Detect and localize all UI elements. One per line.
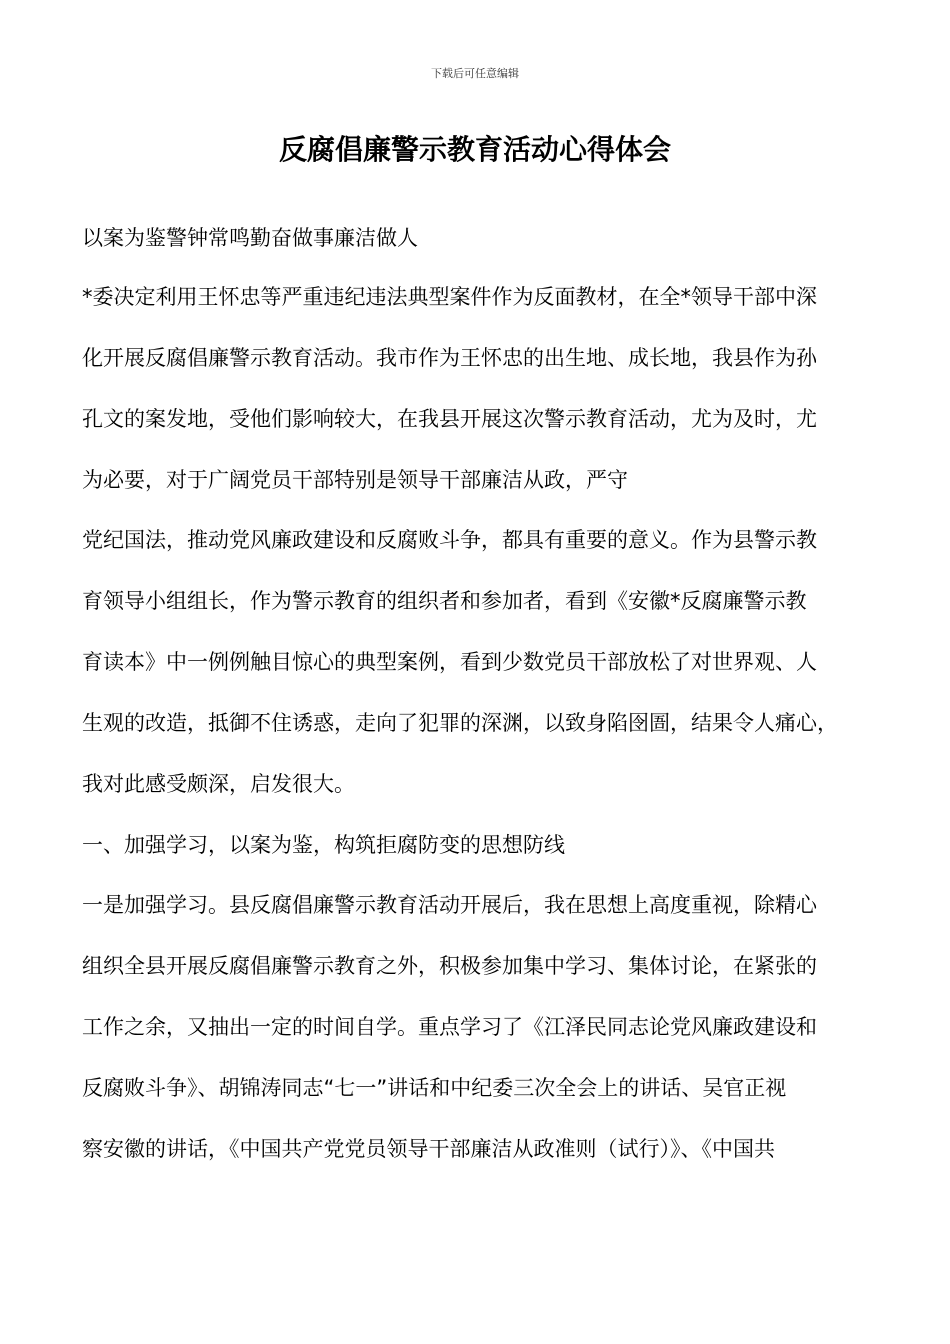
paragraph-line: 党纪国法，推动党风廉政建设和反腐败斗争，都具有重要的意义。作为县警示教 [82, 528, 817, 552]
paragraph-line: 育读本》中一例例触目惊心的典型案例，看到少数党员干部放松了对世界观、人 [82, 650, 817, 674]
section-heading: 一、加强学习，以案为鉴，构筑拒腐防变的思想防线 [82, 833, 565, 857]
paragraph-line: 一是加强学习。县反腐倡廉警示教育活动开展后，我在思想上高度重视，除精心 [82, 893, 817, 917]
header-note: 下载后可任意编辑 [431, 67, 519, 80]
paragraph-line: 工作之余，又抽出一定的时间自学。重点学习了《江泽民同志论党风廉政建设和 [82, 1015, 817, 1039]
subtitle-line: 以案为鉴警钟常鸣勤奋做事廉洁做人 [82, 226, 418, 250]
paragraph-line: 化开展反腐倡廉警示教育活动。我市作为王怀忠的出生地、成长地，我县作为孙 [82, 346, 817, 370]
paragraph-line: 我对此感受颇深，启发很大。 [82, 772, 355, 796]
paragraph-line: 为必要，对于广阔党员干部特别是领导干部廉洁从政，严守 [82, 468, 628, 492]
paragraph-line: 生观的改造，抵御不住诱惑，走向了犯罪的深渊，以致身陷囹圄，结果令人痛心， [82, 711, 838, 735]
paragraph-line: 组织全县开展反腐倡廉警示教育之外，积极参加集中学习、集体讨论，在紧张的 [82, 954, 817, 978]
paragraph-line: 察安徽的讲话，《中国共产党党员领导干部廉洁从政准则（试行）》、《中国共 [82, 1137, 775, 1161]
paragraph-line: 育领导小组组长，作为警示教育的组织者和参加者，看到《安徽*反腐廉警示教 [82, 589, 807, 613]
document-title: 反腐倡廉警示教育活动心得体会 [278, 133, 671, 166]
paragraph-line: *委决定利用王怀忠等严重违纪违法典型案件作为反面教材，在全*领导干部中深 [82, 285, 817, 309]
paragraph-line: 孔文的案发地，受他们影响较大，在我县开展这次警示教育活动，尤为及时，尤 [82, 407, 817, 431]
paragraph-line: 反腐败斗争》、胡锦涛同志“七一”讲话和中纪委三次全会上的讲话、吴官正视 [82, 1076, 787, 1100]
